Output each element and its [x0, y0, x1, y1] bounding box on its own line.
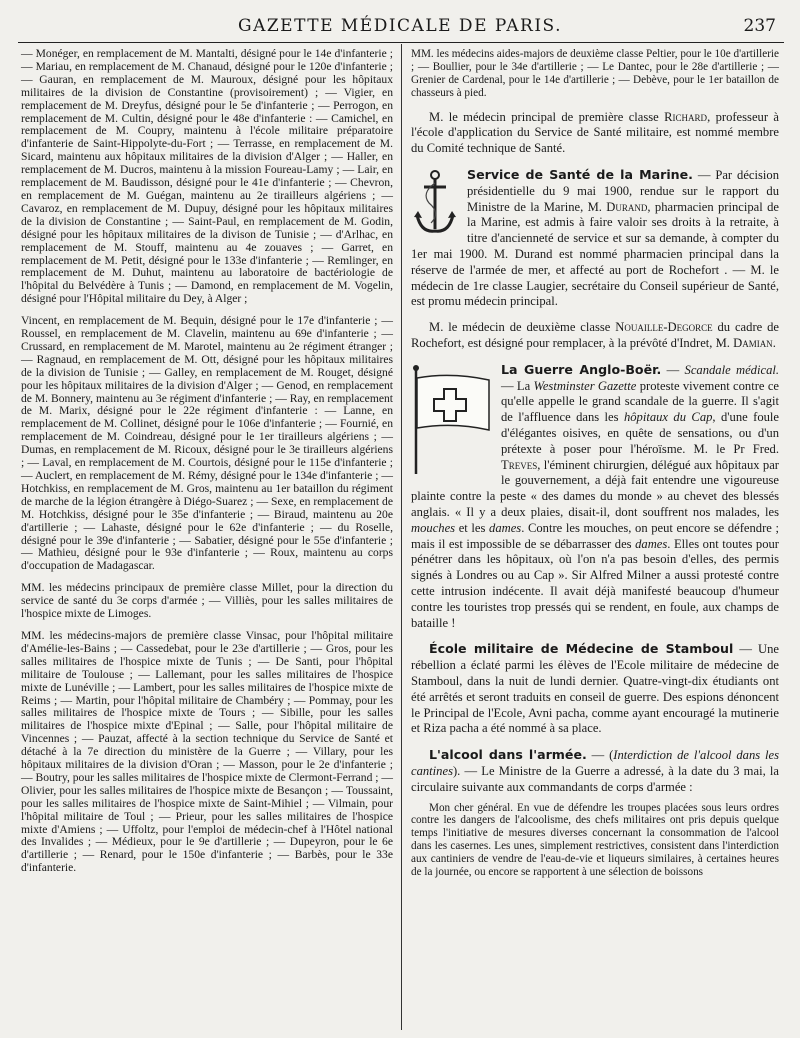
appointments-paragraph-3: MM. les médecins principaux de première classe Millet, pour la direction du service de santé du 3e corps d'armée ; — Villiès, pour les salles militaires de l'hospice mixte de Limoges. [21, 581, 393, 621]
red-cross-flag-icon [411, 364, 493, 476]
boer-heading: La Guerre Anglo-Boër. [501, 361, 662, 377]
name-nouaille: Nouaille-Degorce [615, 320, 713, 335]
alcool-heading: L'alcool dans l'armée. [429, 747, 587, 763]
page-number: 237 [743, 16, 776, 36]
appointments-paragraph-1: — Monéger, en remplacement de M. Mantalti, désigné pour le 14e d'infanterie ; — Mariau, en remplacement de M. Chanaud, désigné pour le 120e d'infanterie ; — Gauran, en remplacement de M. Mauroux, désigné pour les hôpitaux militaires de la division de Constantine (provisoirement) ; — Vigier, en remplacement de M. Dreyfus, désigné pour le 5e d'infanterie ; — Perrogon, en remplacement de M. Cultin, désigné pour le 48e d'infanterie : — Camichel, en remplacement de M. Coupry, maintenu à l'école militaire préparatoire d'infanterie de Saint-Hippolyte-du-Fort ; — Terrasse, en remplacement de M. Sicard, maintenu aux hôpitaux militaires de la division d'Alger ; — Haller, en remplacement de M. Ducros, maintenu à la mission Foureau-Lamy ; — Lair, en remplacement de M. Baudisson, désigné pour le 41e d'infanterie ; — Chevron, en remplacement de M. Guégan, maintenu au 2e tirailleurs algériens ; — Cavaroz, en remplacement de M. Dupuy, désigné pour les hôpitaux militaires de la division de Constantine ; — Saint-Paul, en remplacement de M. Godin, désigné pour les hôpitaux militaires de la divison de Tunisie ; — d'Arlhac, en remplacement de M. Stouff, maintenu au 4e zouaves ; — Garret, en remplacement de M. Petit, désigné pour le 133e d'infanterie ; — Remlinger, en remplacement de M. Duhut, maintenu au laboratoire de bactériologie de l'hôpital du Belvédère à Tunis ; — Damond, en remplacement de M. Vogelin, désigné pour l'Hôpital militaire du Dey, à Alger ; [21, 47, 393, 306]
column-divider [401, 44, 402, 1030]
name-durand: Durand [606, 199, 648, 214]
name-treves: Treves [501, 457, 538, 472]
boer-subtitle: Scandale médical. [684, 362, 780, 377]
page-header [0, 14, 800, 40]
stamboul-section: École militaire de Médecine de Stamboul — Une rébellion a éclaté parmi les élèves de l'Ecole militaire de médecine de Stamboul, dans la nuit de lundi dernier. Quatre-vingt-dix étudiants ont été arrêtés et seront traduits en conseil de guerre. Des espions dénoncent le Principal de l'Ecole, Avni pacha, comme ayant encouragé la mutinerie et Riza pacha a été nommé à sa place. [411, 641, 780, 736]
alcool-section: L'alcool dans l'armée. — (Interdiction de l'alcool dans les cantines). — Le Ministre de la Guerre a adressé, à la date du 3 mai, la circulaire suivante aux commandants de corps d'armée : [411, 747, 779, 794]
circular-letter: Mon cher général. En vue de défendre les troupes placées sous leurs ordres contre les dangers de l'alcoolisme, des chefs militaires ont pris depuis quelque temps l'initiative de mesures diverses concernant la consommation de l'alcool dans les casernes. Les unes, simplement restrictives, consistent dans l'interdiction aux cantiniers de vendre de l'eau-de-vie et liqueurs similaires, à certaines heures de la journée, ou encore se rapportent à une sélection de boissons [411, 801, 779, 879]
westminster-gazette: Westminster Gazette [533, 378, 637, 393]
anchor-icon [411, 169, 459, 239]
marine-section: Service de Santé de la Marine. — Par décision présidentielle du 9 mai 1900, rendue sur le rapport du Ministre de la Marine, M. Durand, pharmacien principal de la Marine, est admis à faire valoir ses droits à la retraite, à titre d'ancienneté de service et sur sa demande, à compter du 1er mai 1900. M. Durand est nommé pharmacien principal dans la réserve de l'armée de mer, et affecté au port de Rochefort . — M. le médecin de 1re classe Laugier, secrétaire du Conseil supérieur de Santé, est promu médecin principal. [411, 167, 780, 309]
name-richard: Richard [664, 109, 708, 124]
left-column [21, 48, 393, 875]
boer-section: La Guerre Anglo-Boër. — Scandale médical. — La Westminster Gazette proteste vivement contre ce qu'elle appelle le grand scandale de la guerre. Il s'agit de l'affluence dans les hôpitaux du Cap, d'une foule d'élégantes oisives, en quête de sensations, ou d'un prétexte à poser pour l'héroïsme. M. le Pr Fred. Treves, l'éminent chirurgien, délégué aux hôpitaux par le gouvernement, a déjà fait entendre une vigoureuse plainte contre la peste « des dames du monde » au chevet des blessés anglais. « Il y a deux plaies, disait-il, dont souffrent nos malades, les mouches et les dames. Contre les mouches, on peut encore se défendre ; mais il est impossible de se débarrasser des dames. Elles ont toutes pour pénétrer dans les hôpitaux, où l'on n'a pas besoin d'elles, des permis signés à Londres ou au Cap ». Sir Alfred Milner a aussi protesté contre cette intrusion indécente. Il avait déjà manifesté beaucoup d'humeur contre les touristes trop pressés qui se rendent, en foule, aux champs de bataille ! [411, 361, 780, 630]
name-damian: Damian [733, 335, 773, 350]
header-rule [18, 42, 784, 43]
appointments-paragraph-2: Vincent, en remplacement de M. Bequin, désigné pour le 17e d'infanterie ; — Roussel, en remplacement de M. Clavelin, maintenu au 69e d'infanterie ; — Crussard, en remplacement de M. Marotel, maintenu au 2e régiment étranger ; — Ragnaud, en remplacement de M. Ott, désigné pour les hôpitaux militaires de la division de Tunisie ; — Galley, en remplacement de M. Rouget, désigné pour les hôpitaux militaires de la division d'Alger ; — Genod, en remplacement de M. Bonnery, maintenu au 3e régiment d'infanterie ; — Ray, en remplacement de M. Marix, désigné pour le 22e régiment d'infanterie : — Lanne, en remplacement de M. Collinet, désigné pour le 106e d'infanterie ; — Fournié, en remplacement de M. Coindreau, désigné pour le 1er tirailleurs algériens ; — Dumas, en remplacement de M. Ricoux, désigné pour le 3e tirailleurs algériens ; — Laval, en remplacement de M. Courtois, désigné pour le 115e d'infanterie ; — Auclert, en remplacement de M. Rémy, désigné pour le 134e d'infanterie ; — Hotchkiss, en remplacement de M. Gros, maintenu au 1er bataillon du régiment de marche de la légion étrangère à Diégo-Suarez ; — Sexe, en remplacement de M. Hotchkiss, désigné pour le 35e d'infanterie ; — Biraud, maintenu au 20e d'artillerie ; — Lahaste, désigné pour le 62e d'infanterie ; — du Roselle, désigné pour le 39e d'infanterie ; — Sabatier, désigné pour le 55e d'infanterie ; — Mathieu, désigné pour le 93e d'infanterie ; — Roux, maintenu au corps d'occupation de Madagascar. [21, 314, 393, 573]
stamboul-heading: École militaire de Médecine de Stamboul [429, 641, 734, 657]
nouaille-paragraph: M. le médecin de deuxième classe Nouaille-Degorce du cadre de Rochefort, est désigné pour remplacer, à la prévôté d'Indret, M. Damian. [411, 320, 779, 350]
marine-heading: Service de Santé de la Marine. [467, 167, 693, 183]
right-column [411, 48, 779, 879]
alcool-subtitle: Interdiction de l'alcool dans les cantines [411, 748, 779, 778]
appointments-paragraph-4: MM. les médecins-majors de première classe Vinsac, pour l'hôpital militaire d'Amélie-les-Bains ; — Cassedebat, pour le 23e d'artillerie ; — Gros, pour les salles militaires de l'hospice mixte de Tunis ; — De Santi, pour l'hôpital militaire de Toulouse ; — Lallemant, pour les salles militaires de l'hospice mixte de Lunéville ; — Lambert, pour les salles militaires de l'hospice mixte de Reims ; — Martin, pour l'hôpital militaire de Chambéry ; — Pommay, pour les salles militaires de l'hospice mixte de Tours ; — Sibille, pour les salles militaires de l'hospice mixte d'Epinal ; — Salle, pour l'hôpital militaire de Vincennes ; — Pauzat, affecté à la section technique du Service de Santé et détaché à la 7e direction du ministère de la Guerre ; — Villary, pour les hôpitaux militaires de la division d'Oran ; — Masson, pour le 2e d'infanterie ; — Boutry, pour les salles militaires de l'hospice mixte de Clermont-Ferrand ; — Olivier, pour les salles militaires de l'hospice mixte de Besançon ; — Toussaint, pour les salles militaires de l'hospice mixte de Saint-Mihiel ; — Vilmain, pour l'hôpital militaire de Toul ; — Prieur, pour les salles militaires de l'hospice mixte d'Amiens ; — Uffoltz, pour l'emploi de médecin-chef à l'Hôtel national des Invalides ; — Médieux, pour le 9e d'artillerie ; — Dupeyron, pour le 6e d'artillerie ; — Renard, pour le 150e d'infanterie ; — Barbès, pour le 33e d'infanterie. [21, 628, 393, 875]
richard-paragraph: M. le médecin principal de première classe Richard, professeur à l'école d'application du Service de Santé militaire, est nommé membre du Comité technique de Santé. [411, 109, 779, 156]
journal-title: GAZETTE MÉDICALE DE PARIS. [238, 16, 562, 36]
aides-majors-paragraph: MM. les médecins aides-majors de deuxième classe Peltier, pour le 10e d'artillerie ; — Boullier, pour le 34e d'artillerie ; — Le Dantec, pour le 28e d'artillerie ; — Grenier de Cardenal, pour le 14e d'artillerie ; — Debève, pour le 1er bataillon de chasseurs à pied. [411, 48, 779, 99]
